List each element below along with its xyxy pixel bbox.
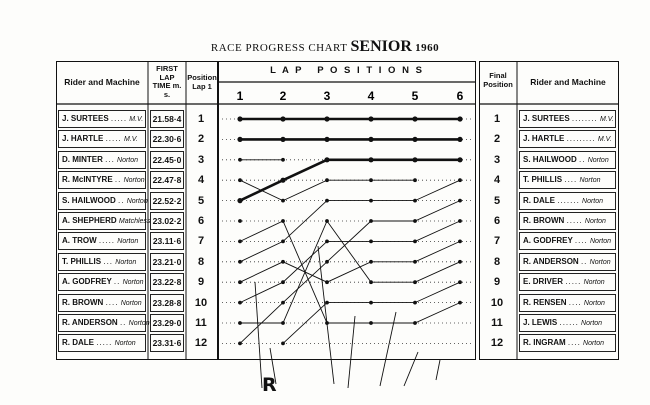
data-point	[325, 219, 329, 223]
data-point	[238, 321, 242, 325]
data-point	[458, 178, 462, 182]
data-point	[280, 178, 285, 183]
rider-sep: ...	[105, 154, 115, 164]
first-lap-time: 23.29·0	[150, 314, 184, 332]
header-rider-right: Rider and Machine	[530, 77, 606, 87]
rider-sep: ..	[579, 154, 586, 164]
data-point	[280, 116, 285, 121]
data-point	[413, 219, 417, 223]
lap1-position: 3	[197, 153, 205, 166]
data-point	[325, 260, 329, 264]
rider-sep: .......	[557, 195, 580, 205]
first-lap-time: 22.52·2	[150, 192, 184, 210]
data-point	[325, 280, 329, 284]
data-point	[413, 260, 417, 264]
data-point	[458, 219, 462, 223]
rider-name: R. DALE	[523, 195, 555, 205]
data-point	[458, 199, 462, 203]
rider-name: D. MINTER	[62, 154, 103, 164]
machine-name: Norton	[583, 340, 605, 348]
header-first-lap-time: FIRST LAP TIME m. s.	[152, 64, 182, 99]
final-position: 1	[493, 113, 501, 125]
data-point	[325, 178, 329, 182]
data-point	[238, 158, 242, 162]
machine-name: M.V.	[129, 116, 144, 123]
first-lap-time: 23.31·6	[150, 334, 184, 352]
data-point	[281, 342, 285, 346]
data-point	[281, 219, 285, 223]
machine-name: Norton	[590, 238, 612, 246]
final-position: 12	[490, 337, 504, 350]
rider-name: E. DRIVER	[523, 277, 564, 287]
data-point	[457, 137, 462, 142]
machine-name: Norton	[579, 177, 601, 185]
machine-name: Norton	[117, 156, 139, 164]
header-final-position: Final Position	[483, 71, 513, 89]
data-point	[325, 240, 329, 244]
first-lap-time: 22.47·8	[150, 171, 184, 189]
machine-name: Norton	[582, 197, 604, 205]
data-point	[281, 240, 285, 244]
series-line	[283, 282, 460, 343]
lap1-position: 11	[195, 317, 207, 329]
rider-sep: ..	[119, 318, 127, 327]
data-point	[237, 137, 242, 142]
header-rider-left: Rider and Machine	[64, 77, 140, 87]
lap1-position: 6	[197, 215, 205, 227]
data-point	[368, 137, 373, 142]
data-point	[238, 219, 242, 223]
first-lap-time: 22.30·6	[150, 130, 184, 148]
machine-name: M.V.	[597, 136, 612, 144]
machine-name: Norton	[128, 320, 150, 327]
data-point	[324, 157, 329, 162]
rider-name: J. LEWIS	[523, 318, 558, 327]
header-lap-positions: L A P P O S I T I O N S	[270, 65, 424, 76]
rider-name: A. GODFREY	[523, 236, 573, 246]
first-lap-time: 23.28·8	[150, 294, 184, 312]
title-year: 1960	[415, 42, 440, 54]
data-point	[412, 116, 417, 121]
first-lap-time: 21.58·4	[150, 110, 184, 128]
machine-name: M.V.	[599, 116, 614, 123]
rider-sep: ........	[571, 114, 598, 123]
rider-sep: .....	[110, 114, 128, 123]
final-position: 8	[493, 255, 501, 268]
rider-name: A. TROW	[62, 236, 97, 246]
lap-tick-label: 4	[367, 89, 375, 103]
rider-name: R. BROWN	[62, 297, 104, 307]
machine-name: Norton	[120, 299, 142, 307]
rider-name: R. RENSEN	[523, 297, 567, 307]
first-lap-time: 22.45·0	[150, 151, 184, 169]
rider-sep: .....	[96, 338, 113, 348]
data-point	[413, 301, 417, 305]
machine-name: Norton	[123, 177, 145, 185]
data-point	[280, 137, 285, 142]
rider-name: A. GODFREY	[62, 277, 112, 287]
data-point	[369, 240, 373, 244]
final-position: 10	[490, 296, 504, 309]
data-point	[457, 116, 462, 121]
data-point	[413, 280, 417, 284]
first-lap-time: 23.02·2	[150, 212, 184, 230]
rider-sep: ..	[580, 256, 588, 266]
rider-name: J. SURTEES	[62, 114, 109, 123]
rider-name: A. SHEPHERD	[62, 216, 117, 225]
rider-sep: ....	[564, 175, 578, 185]
data-point	[413, 321, 417, 325]
final-position: 6	[493, 215, 501, 227]
machine-name: Norton	[114, 340, 136, 348]
rider-sep: ....	[105, 297, 119, 307]
data-point	[281, 280, 285, 284]
rider-name: R. DALE	[62, 338, 94, 348]
data-point	[324, 137, 329, 142]
final-position: 11	[491, 317, 503, 329]
machine-name: Norton	[583, 279, 605, 287]
lap1-position: 2	[197, 133, 205, 146]
data-point	[369, 219, 373, 223]
first-lap-time: 23.11·6	[150, 232, 184, 250]
machine-name: Norton	[587, 156, 609, 164]
lap1-position: 7	[197, 235, 205, 248]
data-point	[412, 137, 417, 142]
rider-sep: ....	[574, 236, 588, 246]
rider-name: T. PHILLIS	[62, 256, 102, 266]
lap-tick-label: 5	[411, 89, 419, 103]
lap-tick-label: 1	[236, 89, 244, 103]
data-point	[281, 321, 285, 325]
data-point	[324, 116, 329, 121]
handwritten-annotation: R	[262, 374, 277, 396]
data-point	[281, 158, 285, 162]
series-line	[240, 180, 415, 200]
lap-tick-label: 2	[279, 89, 287, 103]
lap-tick-label: 3	[323, 89, 331, 103]
data-point	[369, 260, 373, 264]
machine-name: Matchless	[118, 218, 151, 225]
rider-sep: ...	[103, 256, 114, 266]
retirement-stroke	[348, 316, 355, 388]
rider-sep: ..	[113, 277, 121, 287]
data-point	[325, 301, 329, 305]
data-point	[238, 260, 242, 264]
rider-name: S. HAILWOOD	[523, 154, 577, 164]
final-position: 9	[493, 276, 501, 289]
data-point	[368, 116, 373, 121]
data-point	[369, 321, 373, 325]
rider-sep: .....	[565, 277, 582, 287]
retirement-stroke	[436, 360, 440, 380]
data-point	[369, 301, 373, 305]
data-point	[369, 280, 373, 284]
data-point	[368, 157, 373, 162]
final-position: 7	[493, 235, 501, 248]
lap1-position: 10	[194, 296, 208, 309]
rider-name: J. HARTLE	[62, 134, 104, 144]
data-point	[458, 301, 462, 305]
data-point	[369, 178, 373, 182]
lap1-position: 9	[197, 276, 205, 289]
retirement-stroke	[404, 352, 418, 386]
machine-name: Norton	[117, 238, 139, 246]
first-lap-time: 23.21·0	[150, 253, 184, 271]
final-position: 2	[493, 133, 501, 146]
lap1-position: 12	[194, 337, 208, 350]
data-point	[369, 199, 373, 203]
rider-name: J. HARTLE	[523, 134, 565, 144]
data-point	[412, 157, 417, 162]
data-point	[458, 280, 462, 284]
rider-sep: .....	[98, 236, 116, 246]
machine-name: Norton	[584, 218, 606, 225]
data-point	[238, 178, 242, 182]
lap1-position: 5	[197, 194, 205, 207]
rider-name: J. SURTEES	[523, 114, 570, 123]
machine-name: Norton	[122, 279, 144, 287]
machine-name: Norton	[581, 320, 603, 327]
rider-sep: ......	[559, 318, 579, 327]
rider-name: R. ANDERSON	[523, 256, 579, 266]
header-position-lap1: Position Lap 1	[187, 73, 217, 91]
lap1-position: 8	[197, 255, 205, 268]
rider-name: R. McINTYRE	[62, 175, 113, 185]
machine-name: Norton	[589, 258, 611, 266]
data-point	[281, 260, 285, 264]
data-point	[413, 178, 417, 182]
data-point	[413, 199, 417, 203]
machine-name: Norton	[115, 258, 137, 266]
rider-sep: ....	[568, 297, 582, 307]
data-point	[281, 199, 285, 203]
rider-name: S. HAILWOOD	[62, 195, 116, 205]
retirement-stroke	[318, 246, 334, 384]
rider-name: T. PHILLIS	[523, 175, 563, 185]
data-point	[281, 301, 285, 305]
rider-sep: .........	[566, 134, 596, 144]
title-class: SENIOR	[350, 38, 412, 55]
rider-sep: ..	[118, 195, 125, 205]
retirement-stroke	[255, 282, 262, 388]
data-point	[325, 199, 329, 203]
data-point	[237, 198, 242, 203]
lap-tick-label: 6	[456, 89, 464, 103]
data-point	[238, 342, 242, 346]
final-position: 5	[493, 194, 501, 207]
machine-name: M.V.	[123, 136, 138, 144]
title-prefix: RACE PROGRESS CHART	[210, 42, 348, 54]
data-point	[238, 280, 242, 284]
data-point	[237, 116, 242, 121]
data-point	[457, 157, 462, 162]
lap1-position: 1	[197, 113, 205, 125]
data-point	[458, 260, 462, 264]
rider-name: R. ANDERSON	[62, 318, 118, 327]
rider-name: R. INGRAM	[523, 338, 566, 348]
rider-sep: .....	[105, 134, 122, 144]
data-point	[238, 240, 242, 244]
data-point	[413, 240, 417, 244]
data-point	[458, 240, 462, 244]
rider-sep: .....	[566, 216, 583, 225]
machine-name: Norton	[583, 299, 605, 307]
rider-sep: ....	[567, 338, 581, 348]
data-point	[238, 301, 242, 305]
machine-name: Norton	[126, 197, 148, 205]
rider-name: R. BROWN	[523, 216, 565, 225]
lap1-position: 4	[197, 174, 205, 187]
first-lap-time: 23.22·8	[150, 273, 184, 291]
final-position: 3	[493, 153, 501, 166]
rider-sep: ..	[114, 175, 122, 185]
final-position: 4	[493, 174, 501, 187]
